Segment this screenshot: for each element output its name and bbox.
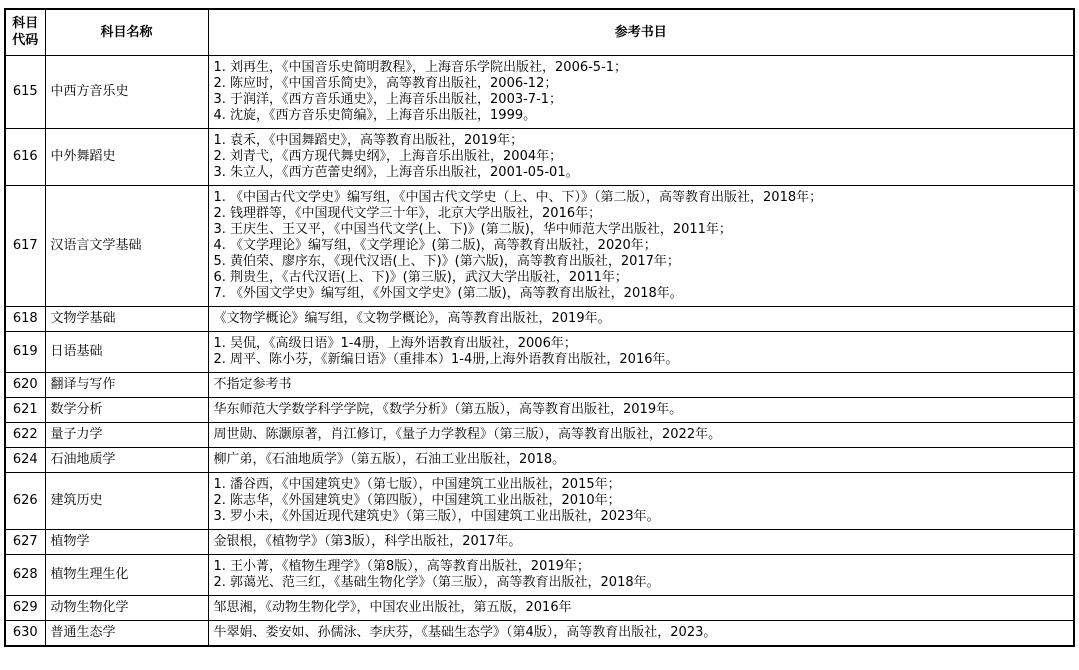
reference-line: 2. 郭蔼光、范三红，《基础生物化学》（第三版），高等教育出版社，2018年。 [213,574,660,590]
subject-name-cell: 文物学基础 [45,306,208,331]
reference-line: 牛翠娟、娄安如、孙儒泳、李庆芬，《基础生态学》（第4版），高等教育出版社，2023。 [213,624,717,640]
subject-name-cell: 普通生态学 [45,620,208,646]
subject-code-cell: 627 [5,529,45,554]
table-row [5,372,1074,397]
table-row [5,529,1074,554]
table-row [5,447,1074,472]
references-cell [208,331,1074,372]
references-cell [208,595,1074,620]
table-row [5,422,1074,447]
reference-line: 3. 于润洋，《西方音乐通史》，上海音乐出版社，2003-7-1； [213,91,563,107]
table-row [5,620,1074,646]
references-cell [208,55,1074,128]
references-cell [208,472,1074,529]
table-row [5,185,1074,306]
header-references: 参考书目 [208,9,1074,55]
reference-line: 1. 王小菁，《植物生理学》（第8版），高等教育出版社，2019年； [213,558,590,574]
subject-name-cell: 植物学 [45,529,208,554]
subject-name-cell: 数学分析 [45,397,208,422]
references-cell [208,372,1074,397]
reference-line: 邹思湘，《动物生物化学》，中国农业出版社，第五版，2016年 [213,599,572,615]
subject-name-cell: 动物生物化学 [45,595,208,620]
references-cell [208,128,1074,185]
subject-name-cell: 建筑历史 [45,472,208,529]
table-body [5,55,1074,646]
reference-line: 2. 陈志华，《外国建筑史》（第四版），中国建筑工业出版社，2010年； [213,492,621,508]
reference-line: 2. 钱理群等，《中国现代文学三十年》，北京大学出版社，2016年； [213,205,602,221]
subject-name-cell: 中西方音乐史 [45,55,208,128]
reference-line: 2. 周平、陈小芬，《新编日语》（重排本）1-4册,上海外语教育出版社，2016年。 [213,351,679,367]
reference-line: 7. 《外国文学史》编写组，《外国文学史》(第二版)，高等教育出版社，2018年。 [213,285,683,301]
reference-line: 1. 《中国古代文学史》编写组，《中国古代文学史（上、中、下）》（第二版），高等教育出版社，2018年； [213,189,823,205]
reference-line: 6. 荆贵生，《古代汉语(上、下)》(第三版)，武汉大学出版社，2011年； [213,269,628,285]
subject-name-cell: 中外舞蹈史 [45,128,208,185]
subject-code-cell: 622 [5,422,45,447]
subject-code-cell: 618 [5,306,45,331]
subject-code-cell: 619 [5,331,45,372]
subject-name-cell: 量子力学 [45,422,208,447]
subject-code-cell: 621 [5,397,45,422]
reference-line: 不指定参考书 [213,376,292,392]
reference-line: 1. 袁禾，《中国舞蹈史》，高等教育出版社，2019年； [213,132,524,148]
reference-line: 4. 《文学理论》编写组，《文学理论》(第二版)，高等教育出版社，2020年； [213,237,657,253]
references-cell [208,620,1074,646]
table-header-row [5,9,1074,55]
reference-line: 3. 朱立人，《西方芭蕾史纲》，上海音乐出版社，2001-05-01。 [213,164,579,180]
subject-code-cell: 626 [5,472,45,529]
table-row [5,397,1074,422]
table-row [5,554,1074,595]
subject-code-cell: 615 [5,55,45,128]
subject-code-cell: 629 [5,595,45,620]
reference-line: 1. 潘谷西，《中国建筑史》（第七版），中国建筑工业出版社，2015年； [213,476,621,492]
reference-line: 周世勋、陈灏原著，肖江修订，《量子力学教程》（第三版），高等教育出版社，2022年。 [213,426,722,442]
reference-line: 2. 陈应时，《中国音乐简史》，高等教育出版社，2006-12； [213,75,558,91]
reference-line: 3. 罗小未，《外国近现代建筑史》（第三版），中国建筑工业出版社，2023年。 [213,508,660,524]
references-cell [208,306,1074,331]
header-subject-name: 科目名称 [45,9,208,55]
references-cell [208,554,1074,595]
subjects-table [4,8,1075,647]
header-subject-code: 科目代码 [5,9,45,55]
subject-name-cell: 翻译与写作 [45,372,208,397]
subject-code-cell: 630 [5,620,45,646]
table-row [5,595,1074,620]
table-row [5,55,1074,128]
reference-line: 2. 刘青弋，《西方现代舞史纲》，上海音乐出版社，2004年； [213,148,563,164]
references-cell [208,185,1074,306]
reference-line: 《文物学概论》编写组，《文物学概论》，高等教育出版社，2019年。 [213,310,611,326]
subject-code-cell: 617 [5,185,45,306]
reference-line: 华东师范大学数学科学学院，《数学分析》（第五版），高等教育出版社，2019年。 [213,401,683,417]
table-row [5,128,1074,185]
reference-line: 1. 吴侃，《高级日语》1-4册，上海外语教育出版社，2006年； [213,335,577,351]
reference-line: 金银根，《植物学》（第3版），科学出版社，2017年。 [213,533,522,549]
subject-name-cell: 植物生理生化 [45,554,208,595]
subject-code-cell: 628 [5,554,45,595]
references-cell [208,422,1074,447]
reference-line: 柳广弟，《石油地质学》（第五版），石油工业出版社，2018。 [213,451,566,467]
references-cell [208,447,1074,472]
subject-code-cell: 620 [5,372,45,397]
subject-name-cell: 日语基础 [45,331,208,372]
subject-code-cell: 616 [5,128,45,185]
table-row [5,331,1074,372]
references-cell [208,397,1074,422]
reference-line: 4. 沈旋，《西方音乐史简编》，上海音乐出版社，1999。 [213,107,537,123]
subject-name-cell: 石油地质学 [45,447,208,472]
subject-code-cell: 624 [5,447,45,472]
subject-name-cell: 汉语言文学基础 [45,185,208,306]
table-row [5,306,1074,331]
reference-line: 3. 王庆生、王又平，《中国当代文学(上、下)》(第二版)，华中师范大学出版社，2011年； [213,221,732,237]
table-row [5,472,1074,529]
reference-line: 1. 刘再生，《中国音乐史简明教程》，上海音乐学院出版社，2006-5-1； [213,59,628,75]
reference-line: 5. 黄伯荣、廖序东，《现代汉语(上、下)》(第六版)，高等教育出版社，2017年； [213,253,680,269]
references-cell [208,529,1074,554]
